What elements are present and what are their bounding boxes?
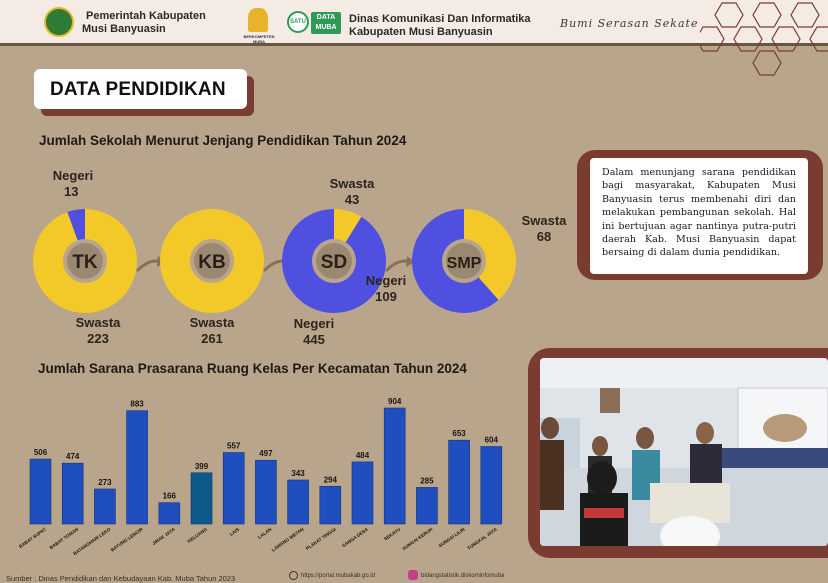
classroom-bar-chart <box>0 385 520 570</box>
sd-negeri-text: Negeri <box>293 316 335 331</box>
bar-value-sanga-desa: 484 <box>355 450 370 460</box>
bar-keluang <box>191 473 212 524</box>
bar-label-bayung-lencir: BAYUNG LENCIR <box>109 526 144 553</box>
bar-label-babat-supat: BABAT SUPAT <box>18 526 48 550</box>
kb-swasta-label <box>182 315 242 347</box>
kb-swasta-text: Swasta <box>189 315 235 330</box>
sd-swasta-value: 43 <box>344 192 360 207</box>
bar-tungkal-jaya <box>481 446 502 524</box>
bar-label-sanga-desa: SANGA DESA <box>341 526 370 549</box>
dinas-line-2: Kabupaten Musi Banyuasin <box>349 26 493 38</box>
page-title: DATA PENDIDIKAN <box>50 79 226 100</box>
dinas-line-1: Dinas Komunikasi Dan Informatika <box>349 13 531 25</box>
government-title <box>82 10 206 36</box>
bar-value-tungkal-jaya: 604 <box>484 435 498 445</box>
tk-swasta-text: Swasta <box>75 315 121 330</box>
bar-value-babat-toman: 474 <box>66 452 80 462</box>
bar-lawang-wetan <box>288 480 309 524</box>
bar-value-lawang-wetan: 343 <box>291 468 305 478</box>
website-link[interactable]: https://portal.mubakab.go.id <box>301 573 376 579</box>
bar-label-sungai-lilin: SUNGAI LILIN <box>437 526 466 549</box>
tk-swasta-label <box>68 315 128 347</box>
gov-line-1: Pemerintah Kabupaten <box>86 10 206 22</box>
bar-label-plakat-tinggi: PLAKAT TINGGI <box>305 526 337 552</box>
bar-label-batanghari-leko: BATANGHARI LEKO <box>72 526 112 557</box>
bar-value-sungai-keruh: 285 <box>420 476 434 486</box>
source-text: Sumber : Dinas Pendidikan dan Kebudayaan Kab. Muba Tahun 2023 <box>6 574 236 583</box>
bar-value-bayung-lencir: 883 <box>130 399 144 409</box>
bar-value-sungai-lilin: 653 <box>452 429 466 439</box>
dinas-title <box>349 13 531 39</box>
bar-sekayu <box>384 408 405 524</box>
section1-title: Jumlah Sekolah Menurut Jenjang Pendidikan Tahun 2024 <box>39 133 407 148</box>
bar-label-sekayu: SEKAYU <box>383 526 402 542</box>
sd-negeri-label <box>284 316 344 348</box>
bar-label-tungkal-jaya: TUNGKAL JAYA <box>466 526 498 551</box>
sd-level-label: SD <box>320 252 348 273</box>
smp-level-label: SMP <box>446 255 482 272</box>
section2-title: Jumlah Sarana Prasarana Ruang Kelas Per Kecamatan Tahun 2024 <box>38 361 467 376</box>
smp-negeri-label <box>356 273 416 305</box>
motto-text: Bumi Serasan Sekate <box>560 17 699 30</box>
bar-sanga-desa <box>352 462 373 524</box>
bar-label-babat-toman: BABAT TOMAN <box>48 526 80 551</box>
sd-swasta-text: Swasta <box>329 176 375 191</box>
bar-lais <box>223 453 244 524</box>
tk-negeri-value: 13 <box>64 184 79 199</box>
tk-swasta-value: 223 <box>87 331 109 346</box>
smp-negeri-value: 109 <box>375 289 397 304</box>
bar-jirak-jaya <box>159 503 180 524</box>
instagram-icon <box>408 570 418 580</box>
globe-icon <box>289 571 298 580</box>
sd-swasta-slice <box>334 224 353 230</box>
bar-value-batanghari-leko: 273 <box>98 477 112 487</box>
bar-bayung-lencir <box>127 411 148 524</box>
bar-lalan <box>255 460 276 524</box>
bar-sungai-lilin <box>449 440 470 524</box>
bar-value-lais: 557 <box>227 441 241 451</box>
bar-label-lalan: LALAN <box>256 526 273 540</box>
berkompeten-logo-text: BERKOMPETEN MUBA <box>243 34 275 44</box>
bar-label-lais: LAIS <box>228 526 241 537</box>
bar-value-lalan: 497 <box>259 449 273 459</box>
bar-babat-supat <box>30 459 51 524</box>
hexagon-decoration-icon <box>700 0 828 78</box>
bar-babat-toman <box>62 463 83 524</box>
bar-value-babat-supat: 506 <box>33 448 48 458</box>
bar-batanghari-leko <box>94 489 115 524</box>
bar-value-plakat-tinggi: 294 <box>323 475 337 485</box>
smp-swasta-value: 68 <box>536 229 552 244</box>
bar-label-jirak-jaya: JIRAK JAYA <box>151 526 176 547</box>
tk-negeri-text: Negeri <box>52 168 94 183</box>
page-title-box <box>34 69 247 109</box>
tk-negeri-label <box>48 168 98 200</box>
smp-swasta-label <box>514 213 574 245</box>
data-muba-text <box>311 12 341 34</box>
sd-negeri-value: 445 <box>303 332 325 347</box>
bar-label-sungai-keruh: SUNGAI KERUH <box>401 526 434 552</box>
smp-swasta-text: Swasta <box>521 213 567 228</box>
gov-line-2: Musi Banyuasin <box>82 23 166 35</box>
muba-emblem-icon <box>44 7 74 37</box>
bar-value-sekayu: 904 <box>388 397 402 406</box>
bar-label-lawang-wetan: LAWANG WETAN <box>270 526 305 553</box>
smp-negeri-text: Negeri <box>365 273 407 288</box>
tk-negeri-slice <box>72 224 85 226</box>
info-text: Dalam menunjang sarana pendidikan bagi masyarakat, Kabupaten Musi Banyuasin terus membenahi diri dan melakukan pembangunan sekolah. Hal ini bertujuan agar nantinya putra-putri daerah Kab. Musi Banyuasin dapat bersaing di dalam dunia pendidikan. <box>590 158 808 274</box>
sd-swasta-label <box>322 176 382 208</box>
tk-level-label: TK <box>72 252 98 273</box>
instagram-handle[interactable]: bidangstatistik.diskominfomuba <box>421 573 505 579</box>
bar-value-jirak-jaya: 166 <box>162 491 176 501</box>
kb-swasta-value: 261 <box>201 331 223 346</box>
bar-value-keluang: 399 <box>194 461 209 471</box>
bar-plakat-tinggi <box>320 486 341 524</box>
classroom-photo <box>540 358 828 546</box>
satu-data-logo-icon: SATU <box>287 11 309 33</box>
classroom-photo-illustration <box>540 358 828 546</box>
data-muba-line-2: MUBA <box>315 24 337 31</box>
bar-label-keluang: KELUANG <box>186 526 209 544</box>
data-muba-line-1: DATA <box>316 14 336 21</box>
bar-sungai-keruh <box>416 487 437 524</box>
berkompeten-logo-icon <box>248 8 268 32</box>
kb-level-label: KB <box>198 252 226 273</box>
